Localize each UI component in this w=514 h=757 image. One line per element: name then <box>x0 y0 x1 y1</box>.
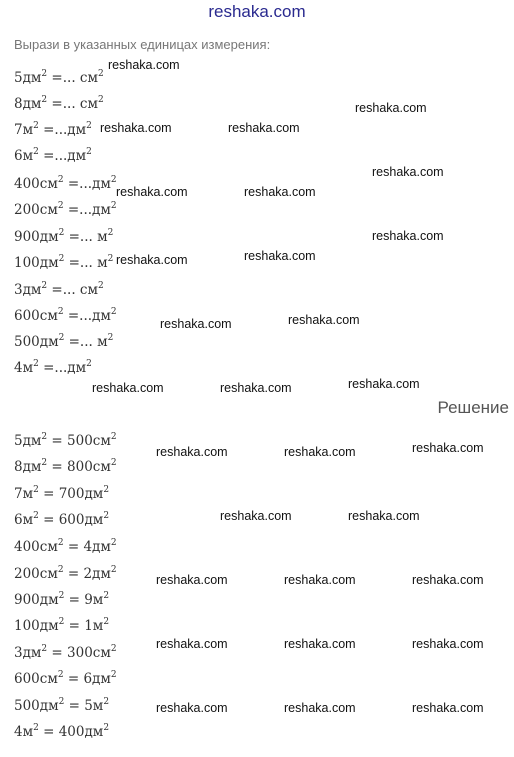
task-title: Вырази в указанных единицах измерения: <box>14 37 271 52</box>
watermark: reshaka.com <box>116 185 188 199</box>
watermark: reshaka.com <box>412 701 484 715</box>
task-item-3: $7м^2 =...дм^2$ <box>14 121 92 138</box>
solution-item-10: $600см^2 = 6дм^2$ <box>14 670 117 687</box>
watermark: reshaka.com <box>116 253 188 267</box>
watermark: reshaka.com <box>244 185 316 199</box>
task-item-5: $400см^2 =...дм^2$ <box>14 175 117 192</box>
watermark: reshaka.com <box>92 381 164 395</box>
task-item-1: $5дм^2$ =... $см^2$ <box>14 69 104 86</box>
solution-item-3: $7м^2 = 700дм^2$ <box>14 485 110 502</box>
watermark: reshaka.com <box>348 377 420 391</box>
watermark: reshaka.com <box>100 121 172 135</box>
watermark: reshaka.com <box>348 509 420 523</box>
watermark: reshaka.com <box>156 701 228 715</box>
watermark: reshaka.com <box>372 165 444 179</box>
solution-item-12: $4м^2 = 400дм^2$ <box>14 723 110 740</box>
watermark: reshaka.com <box>284 445 356 459</box>
watermark: reshaka.com <box>412 637 484 651</box>
watermark: reshaka.com <box>156 573 228 587</box>
solution-item-11: $500дм^2 = 5м^2$ <box>14 697 110 714</box>
solution-item-6: $200см^2 = 2дм^2$ <box>14 565 117 582</box>
watermark: reshaka.com <box>288 313 360 327</box>
watermark: reshaka.com <box>156 445 228 459</box>
watermark: reshaka.com <box>284 637 356 651</box>
watermark: reshaka.com <box>228 121 300 135</box>
task-item-6: $200см^2 =...дм^2$ <box>14 201 117 218</box>
watermark: reshaka.com <box>156 637 228 651</box>
solution-item-1: $5дм^2 = 500см^2$ <box>14 432 117 449</box>
watermark: reshaka.com <box>355 101 427 115</box>
solution-item-5: $400см^2 = 4дм^2$ <box>14 538 117 555</box>
task-item-2: $8дм^2$ =... $см^2$ <box>14 95 104 112</box>
watermark: reshaka.com <box>284 701 356 715</box>
watermark: reshaka.com <box>108 58 180 72</box>
watermark: reshaka.com <box>412 441 484 455</box>
task-item-9: $3дм^2$ =... $см^2$ <box>14 281 104 298</box>
task-item-8: $100дм^2$ =... $м^2$ <box>14 254 114 271</box>
solution-item-2: $8дм^2 = 800см^2$ <box>14 458 117 475</box>
watermark: reshaka.com <box>220 509 292 523</box>
site-title[interactable]: reshaka.com <box>208 2 306 21</box>
watermark: reshaka.com <box>160 317 232 331</box>
solution-item-9: $3дм^2 = 300см^2$ <box>14 644 117 661</box>
watermark: reshaka.com <box>372 229 444 243</box>
solution-item-4: $6м^2 = 600дм^2$ <box>14 511 110 528</box>
task-item-10: $600см^2 =...дм^2$ <box>14 307 117 324</box>
task-item-4: $6м^2 =...дм^2$ <box>14 147 92 164</box>
watermark: reshaka.com <box>220 381 292 395</box>
solution-item-8: $100дм^2 = 1м^2$ <box>14 617 110 634</box>
watermark: reshaka.com <box>284 573 356 587</box>
watermark: reshaka.com <box>244 249 316 263</box>
task-item-7: $900дм^2$ =... $м^2$ <box>14 228 114 245</box>
task-item-12: $4м^2 =...дм^2$ <box>14 359 92 376</box>
task-item-11: $500дм^2$ =... $м^2$ <box>14 333 114 350</box>
watermark: reshaka.com <box>412 573 484 587</box>
solution-item-7: $900дм^2 = 9м^2$ <box>14 591 110 608</box>
solution-heading: Решение <box>437 398 509 417</box>
